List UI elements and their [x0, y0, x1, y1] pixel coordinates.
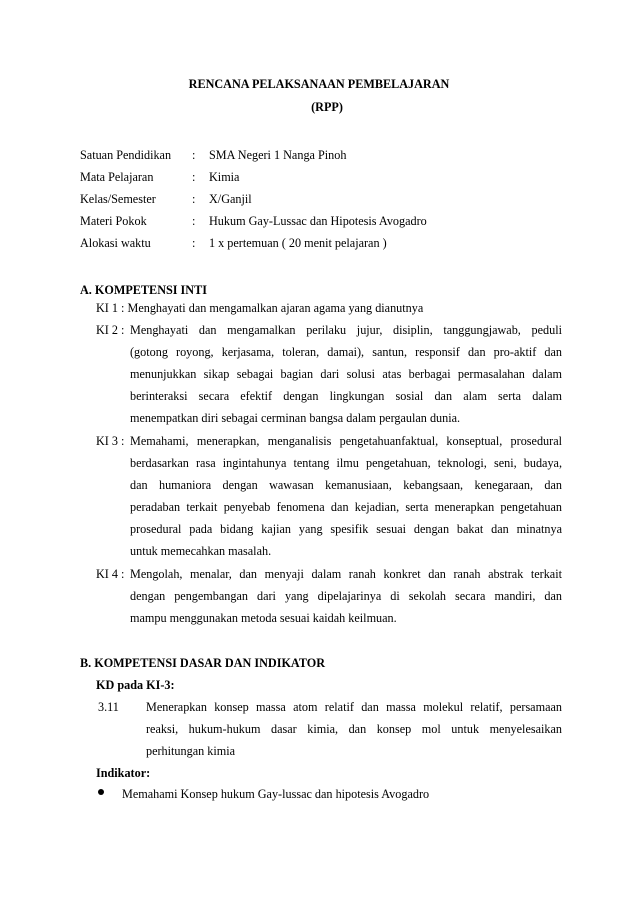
ki3-label: KI 3 : [96, 434, 125, 448]
ki2-line: (gotong royong, kerjasama, toleran, damai), santun, responsif dan pro-aktif dan [130, 345, 562, 359]
identity-label: Alokasi waktu [80, 236, 151, 250]
ki2-line: menunjukkan sikap sebagai bagian dari solusi atas berbagai permasalahan dalam [130, 367, 562, 381]
document-title: RENCANA PELAKSANAAN PEMBELAJARAN [188, 77, 450, 91]
identity-value: SMA Negeri 1 Nanga Pinoh [209, 148, 347, 162]
ki2-line: menempatkan diri sebagai cerminan bangsa dalam pergaulan dunia. [130, 411, 461, 425]
identity-separator: : [192, 214, 196, 228]
ki4-line: Mengolah, menalar, dan menyaji dalam ranah konkret dan ranah abstrak terkait [130, 567, 562, 581]
ki2-line: berinteraksi secara efektif dengan lingkungan sosial dan alam serta dalam [130, 389, 562, 403]
bullet-icon [98, 789, 104, 795]
ki3-line: Memahami, menerapkan, menganalisis pengetahuanfaktual, konseptual, prosedural [130, 434, 562, 448]
ki4-label: KI 4 : [96, 567, 125, 581]
identity-label: Materi Pokok [80, 214, 147, 228]
identity-separator: : [192, 170, 196, 184]
ki3-line: prosedural pada bidang kajian yang spesifik sesuai dengan bakat dan minatnya [130, 522, 562, 536]
identity-separator: : [192, 236, 196, 250]
identity-value: Kimia [209, 170, 240, 184]
document-subtitle: (RPP) [311, 100, 343, 114]
identity-value: X/Ganjil [209, 192, 252, 206]
identity-value: 1 x pertemuan ( 20 menit pelajaran ) [209, 236, 387, 250]
identity-label: Mata Pelajaran [80, 170, 154, 184]
indikator-heading: Indikator: [96, 766, 151, 780]
identity-value: Hukum Gay-Lussac dan Hipotesis Avogadro [209, 214, 427, 228]
section-a-heading: A. KOMPETENSI INTI [80, 283, 207, 297]
ki3-line: peradaban terkait penyebab fenomena dan kejadian, serta menerapkan pengetahuan [130, 500, 562, 514]
ki3-line: untuk memecahkan masalah. [130, 544, 272, 558]
identity-separator: : [192, 148, 196, 162]
identity-label: Satuan Pendidikan [80, 148, 172, 162]
kd-line: reaksi, hukum-hukum dasar kimia, dan konsep mol untuk menyelesaikan [146, 722, 562, 736]
kd-number: 3.11 [98, 700, 119, 714]
section-b-heading: B. KOMPETENSI DASAR DAN INDIKATOR [80, 656, 326, 670]
ki3-line: berdasarkan rasa ingintahunya tentang ilmu pengetahuan, teknologi, seni, budaya, [130, 456, 562, 470]
identity-label: Kelas/Semester [80, 192, 156, 206]
ki1-text: KI 1 : Menghayati dan mengamalkan ajaran agama yang dianutnya [96, 301, 424, 315]
ki2-label: KI 2 : [96, 323, 125, 337]
kd-line: perhitungan kimia [146, 744, 236, 758]
ki3-line: dan humaniora dengan wawasan kemanusiaan, kebangsaan, kenegaraan, dan [130, 478, 562, 492]
indikator-item: Memahami Konsep hukum Gay-lussac dan hipotesis Avogadro [122, 787, 430, 801]
ki4-line: dengan pengembangan dari yang dipelajarinya di sekolah secara mandiri, dan [130, 589, 562, 603]
identity-separator: : [192, 192, 196, 206]
kd-line: Menerapkan konsep massa atom relatif dan massa molekul relatif, persamaan [146, 700, 562, 714]
ki4-line: mampu menggunakan metoda sesuai kaidah keilmuan. [130, 611, 397, 625]
kd-heading: KD pada KI-3: [96, 678, 175, 692]
ki2-line: Menghayati dan mengamalkan perilaku jujur, disiplin, tanggungjawab, peduli [130, 323, 562, 337]
